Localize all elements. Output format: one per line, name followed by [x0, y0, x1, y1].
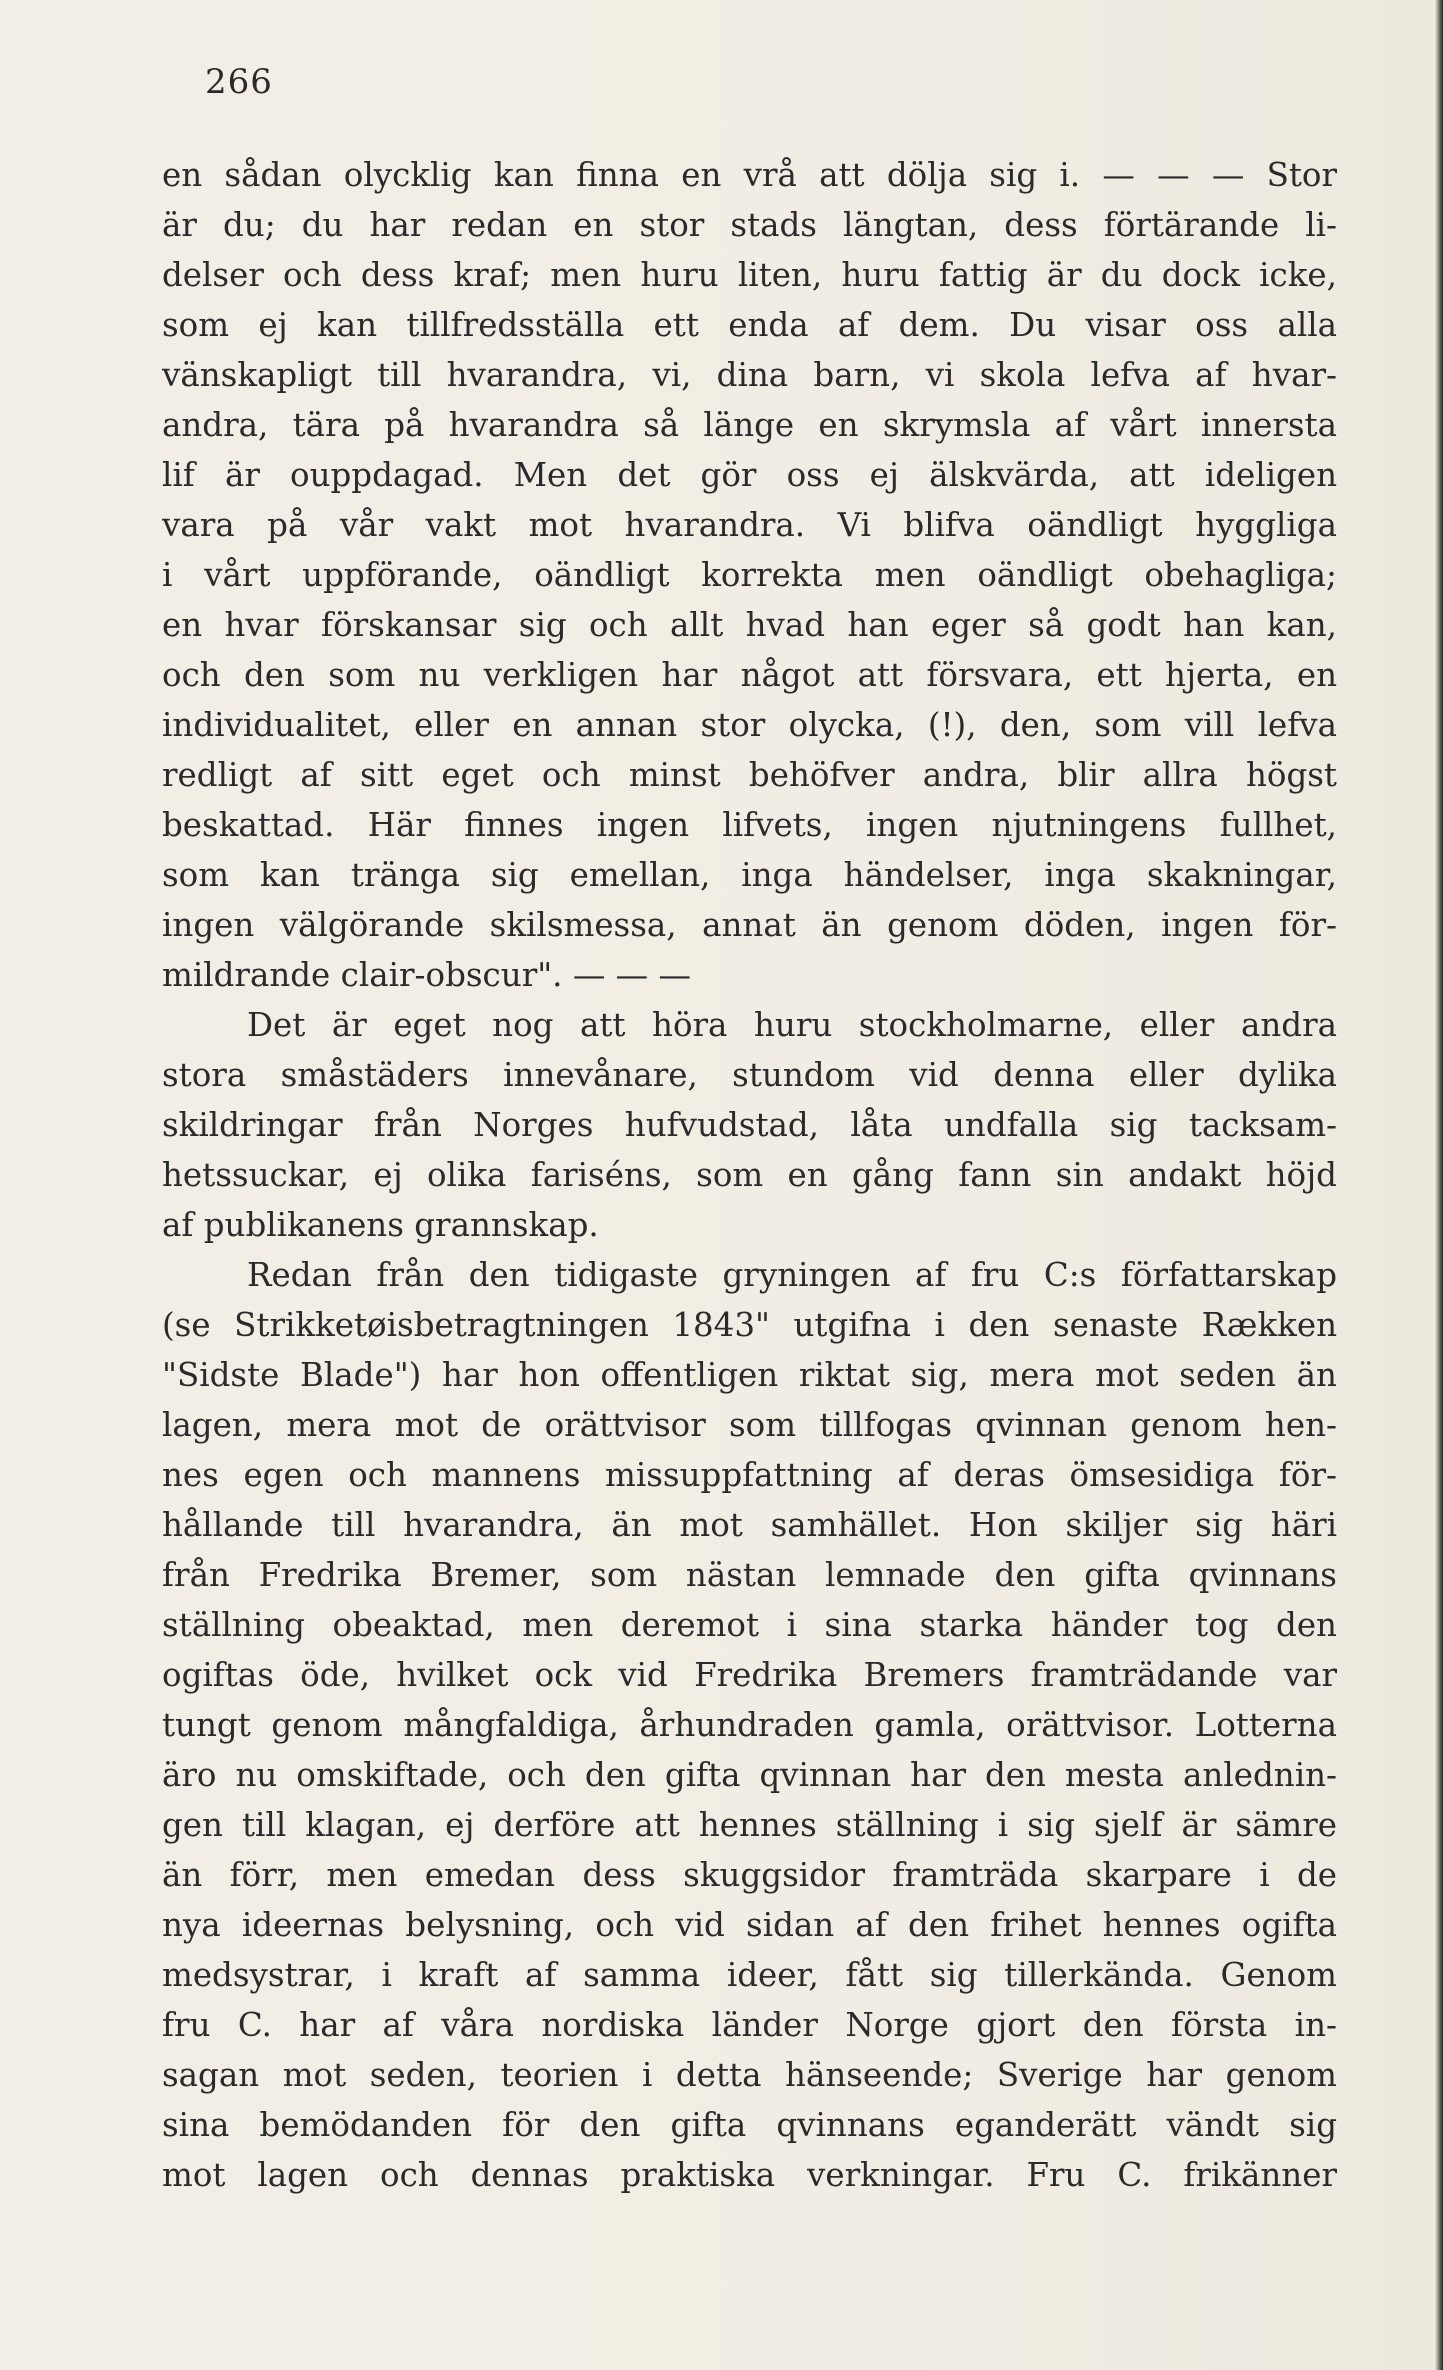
text-line: skildringar från Norges hufvudstad, låta undfalla sig tacksam-	[162, 1106, 1337, 1144]
text-line: hetssuckar, ej olika fariséns, som en gång fann sin andakt höjd	[162, 1156, 1337, 1194]
paragraph-end-line: af publikanens grannskap.	[162, 1206, 599, 1244]
text-line: stora småstäders innevånare, stundom vid denna eller dylika	[162, 1056, 1337, 1094]
text-line: en hvar förskansar sig och allt hvad han eger så godt han kan,	[162, 606, 1337, 644]
text-line: ogiftas öde, hvilket ock vid Fredrika Bremers framträdande var	[162, 1656, 1337, 1694]
page-edge-shadow	[1435, 0, 1443, 2370]
text-line: är du; du har redan en stor stads längtan, dess förtärande li-	[162, 206, 1337, 244]
paragraph-start-line: Redan från den tidigaste gryningen af fru C:s författarskap	[247, 1256, 1337, 1294]
text-line: medsystrar, i kraft af samma ideer, fått sig tillerkända. Genom	[162, 1956, 1337, 1994]
text-line: hållande till hvarandra, än mot samhället. Hon skiljer sig häri	[162, 1506, 1337, 1544]
page-number: 266	[205, 62, 273, 102]
body-text	[162, 150, 1337, 2200]
text-line: äro nu omskiftade, och den gifta qvinnan har den mesta anlednin-	[162, 1756, 1337, 1794]
text-line: beskattad. Här finnes ingen lifvets, ingen njutningens fullhet,	[162, 806, 1337, 844]
text-line: sina bemödanden för den gifta qvinnans eganderätt vändt sig	[162, 2106, 1337, 2144]
text-line: fru C. har af våra nordiska länder Norge gjort den första in-	[162, 2006, 1337, 2044]
text-line: delser och dess kraf; men huru liten, huru fattig är du dock icke,	[162, 256, 1337, 294]
text-line: nes egen och mannens missuppfattning af deras ömsesidiga för-	[162, 1456, 1337, 1494]
text-line: individualitet, eller en annan stor olycka, (!), den, som vill lefva	[162, 706, 1337, 744]
paragraph-end-line: mildrande clair-obscur". — — —	[162, 956, 691, 994]
text-line: från Fredrika Bremer, som nästan lemnade den gifta qvinnans	[162, 1556, 1337, 1594]
text-line: vänskapligt till hvarandra, vi, dina barn, vi skola lefva af hvar-	[162, 356, 1337, 394]
paragraph-start-line: Det är eget nog att höra huru stockholmarne, eller andra	[247, 1006, 1337, 1044]
text-line: i vårt uppförande, oändligt korrekta men oändligt obehagliga;	[162, 556, 1337, 594]
text-line: en sådan olycklig kan finna en vrå att dölja sig i. — — — Stor	[162, 156, 1337, 194]
text-line: sagan mot seden, teorien i detta hänseende; Sverige har genom	[162, 2056, 1337, 2094]
text-line: (se Strikketøisbetragtningen 1843" utgifna i den senaste Rækken	[162, 1306, 1337, 1344]
text-line: gen till klagan, ej derföre att hennes ställning i sig sjelf är sämre	[162, 1806, 1337, 1844]
text-line: lif är ouppdagad. Men det gör oss ej älskvärda, att ideligen	[162, 456, 1337, 494]
text-line: som ej kan tillfredsställa ett enda af dem. Du visar oss alla	[162, 306, 1337, 344]
text-line: mot lagen och dennas praktiska verkningar. Fru C. frikänner	[162, 2156, 1337, 2194]
text-line: tungt genom mångfaldiga, århundraden gamla, orättvisor. Lotterna	[162, 1706, 1337, 1744]
text-line: redligt af sitt eget och minst behöfver andra, blir allra högst	[162, 756, 1337, 794]
text-line: vara på vår vakt mot hvarandra. Vi blifva oändligt hyggliga	[162, 506, 1337, 544]
text-line: andra, tära på hvarandra så länge en skrymsla af vårt innersta	[162, 406, 1337, 444]
text-line: ingen välgörande skilsmessa, annat än genom döden, ingen för-	[162, 906, 1337, 944]
text-line: nya ideernas belysning, och vid sidan af den frihet hennes ogifta	[162, 1906, 1337, 1944]
text-line: som kan tränga sig emellan, inga händelser, inga skakningar,	[162, 856, 1337, 894]
text-line: ställning obeaktad, men deremot i sina starka händer tog den	[162, 1606, 1337, 1644]
text-line: "Sidste Blade") har hon offentligen riktat sig, mera mot seden än	[162, 1356, 1337, 1394]
text-line: och den som nu verkligen har något att försvara, ett hjerta, en	[162, 656, 1337, 694]
text-line: än förr, men emedan dess skuggsidor framträda skarpare i de	[162, 1856, 1337, 1894]
text-line: lagen, mera mot de orättvisor som tillfogas qvinnan genom hen-	[162, 1406, 1337, 1444]
